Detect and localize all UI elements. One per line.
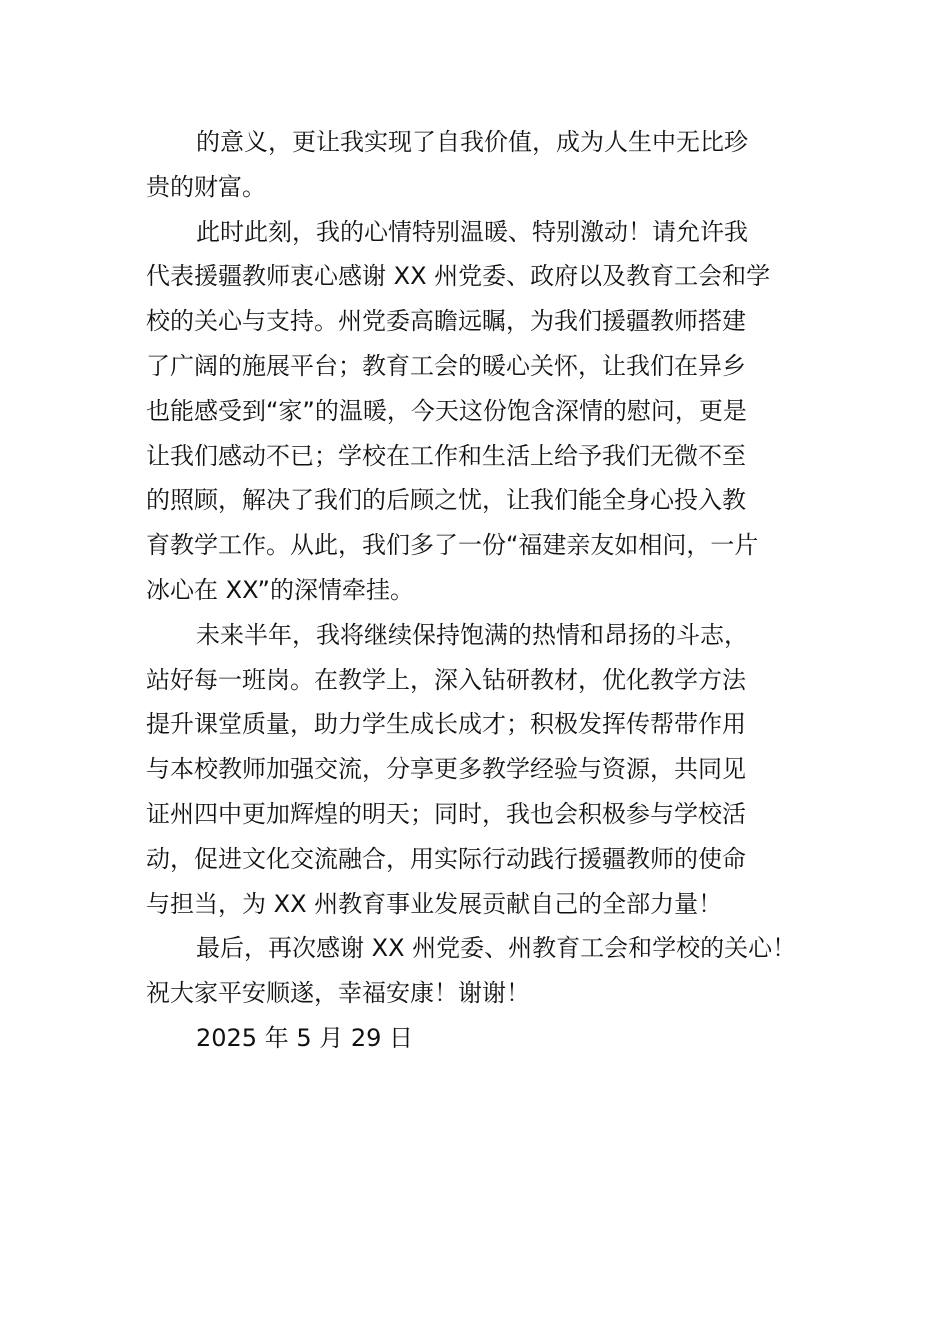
text-line: 站好每一班岗。在教学上，深入钻研教材，优化教学方法 [146, 665, 746, 694]
text-line: 与担当，为 XX 州教育事业发展贡献自己的全部力量！ [146, 889, 723, 918]
text-line: 让我们感动不已；学校在工作和生活上给予我们无微不至 [146, 441, 746, 470]
text-line: 动，促进文化交流融合，用实际行动践行援疆教师的使命 [146, 844, 746, 873]
text-line: 贵的财富。 [146, 172, 266, 201]
text-line: 校的关心与支持。州党委高瞻远瞩，为我们援疆教师搭建 [146, 307, 746, 336]
text-line: 祝大家平安顺遂，幸福安康！谢谢！ [146, 979, 530, 1008]
text-line: 2025 年 5 月 29 日 [196, 1023, 414, 1052]
text-line: 冰心在 XX”的深情牵挂。 [146, 575, 414, 604]
text-line: 的意义，更让我实现了自我价值，成为人生中无比珍 [196, 128, 748, 156]
text-line: 提升课堂质量，助力学生成长成才；积极发挥传帮带作用 [146, 710, 746, 739]
document-body [146, 120, 836, 1061]
text-line: 也能感受到“家”的温暖，今天这份饱含深情的慰问，更是 [146, 396, 747, 425]
text-line: 育教学工作。从此，我们多了一份“福建亲友如相问，一片 [146, 531, 759, 560]
text-line: 的照顾，解决了我们的后顾之忧，让我们能全身心投入教 [146, 486, 746, 515]
text-line: 代表援疆教师衷心感谢 XX 州党委、政府以及教育工会和学 [146, 262, 771, 291]
text-line: 最后，再次感谢 XX 州党委、州教育工会和学校的关心！ [196, 934, 797, 963]
text-line: 未来半年，我将继续保持饱满的热情和昂扬的斗志， [196, 620, 748, 649]
text-line: 与本校教师加强交流，分享更多教学经验与资源，共同见 [146, 755, 746, 784]
text-line: 了广阔的施展平台；教育工会的暖心关怀，让我们在异乡 [146, 351, 746, 380]
text-line: 证州四中更加辉煌的明天；同时，我也会积极参与学校活 [146, 799, 746, 828]
text-line: 此时此刻，我的心情特别温暖、特别激动！请允许我 [196, 217, 748, 246]
